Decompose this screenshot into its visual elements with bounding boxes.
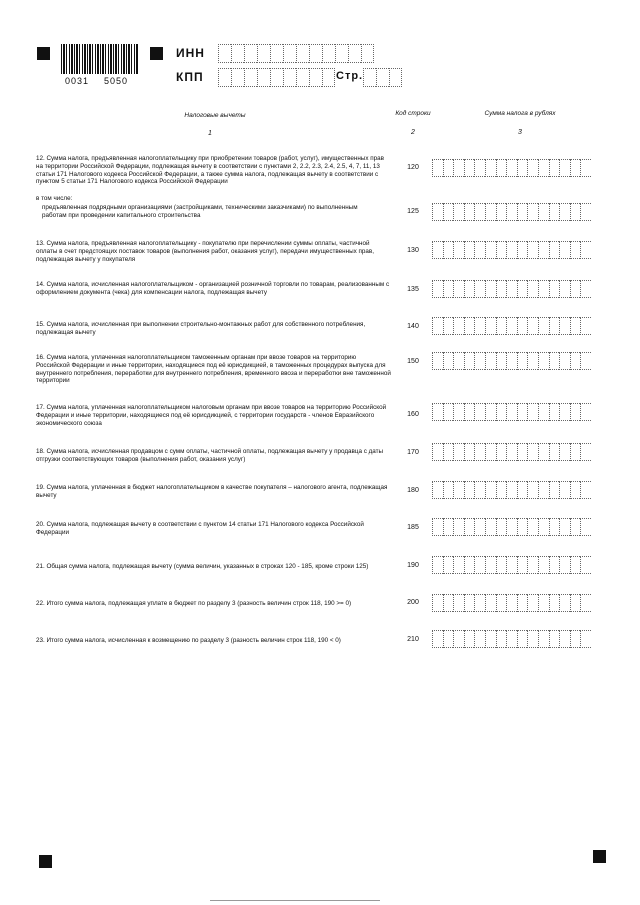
row-text-190: 21. Общая сумма налога, подлежащая вычету (сумма величин, указанных в строках 120 - 185, кроме строки 125) [36, 563, 369, 570]
inn-field[interactable] [218, 44, 374, 63]
row-text-210: 23. Итого сумма налога, исчисленная к возмещению по разделу 3 (разность величин строк 118, 190 < 0) [36, 637, 341, 644]
amount-field-130[interactable] [432, 241, 591, 259]
amount-field-125[interactable] [432, 203, 591, 221]
kpp-field[interactable] [218, 68, 335, 87]
amount-field-210[interactable] [432, 630, 591, 648]
row-code-135: 135 [407, 286, 419, 293]
registration-marker-top-right [150, 47, 163, 60]
column-number-3: 3 [518, 129, 522, 136]
row-code-210: 210 [407, 636, 419, 643]
row-code-130: 130 [407, 247, 419, 254]
row-text-120: 12. Сумма налога, предъявленная налогоплательщику при приобретении товаров (работ, услуг), имущественных прав на территории Российской Федерации, подлежащая вычету в соответствии с пунктами 2, 2.2, 2.3, 2.4, 2.5, 4, 7, 11, 13 статьи 171 Налогового кодекса Российской Федерации, а также сумма налога, подлежащая вычету в соответствии с пунктом 5 статьи 171 Налогового кодекса Российской Федерации [36, 155, 384, 186]
column-header-line-code: Код строки [395, 110, 431, 117]
page-label: Стр. [336, 70, 364, 82]
row-code-160: 160 [407, 411, 419, 418]
row-text-including: в том числе: [36, 195, 73, 202]
barcode [61, 44, 139, 74]
amount-field-180[interactable] [432, 481, 591, 499]
row-code-185: 185 [407, 524, 419, 531]
row-text-185: 20. Сумма налога, подлежащая вычету в соответствии с пунктом 14 статьи 171 Налогового кодекса Российской Федерации [36, 521, 364, 536]
barcode-digits-left: 0031 [65, 76, 90, 86]
column-header-tax-amount: Сумма налога в рублях [484, 110, 556, 117]
inn-label: ИНН [176, 46, 205, 60]
row-text-130: 13. Сумма налога, предъявленная налогоплательщику - покупателю при перечислении суммы оплаты, частичной оплаты в счет предстоящих поставок товаров (выполнения работ, оказания услуг), передачи имущественных прав, подлежащая вычету у покупателя [36, 240, 375, 263]
registration-marker-top-left [37, 47, 50, 60]
row-code-200: 200 [407, 599, 419, 606]
row-text-160: 17. Сумма налога, уплаченная налогоплательщиком налоговым органам при ввозе товаров на территорию Российской Федерации и иные территории, находящиеся под её юрисдикцией, с территории государств - членов Евразийского экономического союза [36, 404, 387, 427]
amount-field-185[interactable] [432, 518, 591, 536]
kpp-label: КПП [176, 70, 204, 84]
column-number-1: 1 [208, 130, 212, 137]
row-text-140: 15. Сумма налога, исчисленная при выполнении строительно-монтажных работ для собственного потребления, подлежащая вычету [36, 321, 366, 336]
row-text-125: предъявленная подрядными организациями (застройщиками, техническими заказчиками) по выполненным работам при проведении капитального строительства [42, 204, 358, 219]
row-code-120: 120 [407, 164, 419, 171]
amount-field-120[interactable] [432, 159, 591, 177]
row-code-125: 125 [407, 208, 419, 215]
registration-marker-bottom-left [39, 855, 52, 868]
amount-field-140[interactable] [432, 317, 591, 335]
row-text-150: 16. Сумма налога, уплаченная налогоплательщиком таможенным органам при ввозе товаров на территорию Российской Федерации и иные территории, находящиеся под её юрисдикцией, в таможенных процедурах выпуска для внутреннего потребления, переработки для внутреннего потребления, временного ввоза и переработки вне таможенной территории [36, 354, 391, 385]
column-number-2: 2 [411, 129, 415, 136]
amount-field-160[interactable] [432, 403, 591, 421]
row-code-180: 180 [407, 487, 419, 494]
row-text-135: 14. Сумма налога, исчисленная налогоплательщиком - организацией розничной торговли по товарам, реализованным с оформлением документа (чека) для компенсации налога, подлежащая вычету [36, 281, 390, 296]
amount-field-190[interactable] [432, 556, 591, 574]
row-code-150: 150 [407, 358, 419, 365]
amount-field-150[interactable] [432, 352, 591, 370]
amount-field-135[interactable] [432, 280, 591, 298]
row-text-180: 19. Сумма налога, уплаченная в бюджет налогоплательщиком в качестве покупателя – налогового агента, подлежащая вычету [36, 484, 388, 499]
amount-field-170[interactable] [432, 443, 591, 461]
amount-field-200[interactable] [432, 594, 591, 612]
row-code-140: 140 [407, 323, 419, 330]
barcode-digits-right: 5050 [104, 76, 129, 86]
page-number-field[interactable] [363, 68, 402, 87]
registration-marker-bottom-right [593, 850, 606, 863]
row-code-190: 190 [407, 562, 419, 569]
row-code-170: 170 [407, 449, 419, 456]
row-text-200: 22. Итого сумма налога, подлежащая уплате в бюджет по разделу 3 (разность величин строк 118, 190 >= 0) [36, 600, 352, 607]
row-text-170: 18. Сумма налога, исчисленная продавцом с сумм оплаты, частичной оплаты, подлежащая вычету у продавца с даты отгрузки соответствующих товаров (выполнения работ, оказания услуг) [36, 448, 384, 463]
column-header-deductions: Налоговые вычеты [184, 112, 246, 119]
footer-line [210, 900, 380, 901]
